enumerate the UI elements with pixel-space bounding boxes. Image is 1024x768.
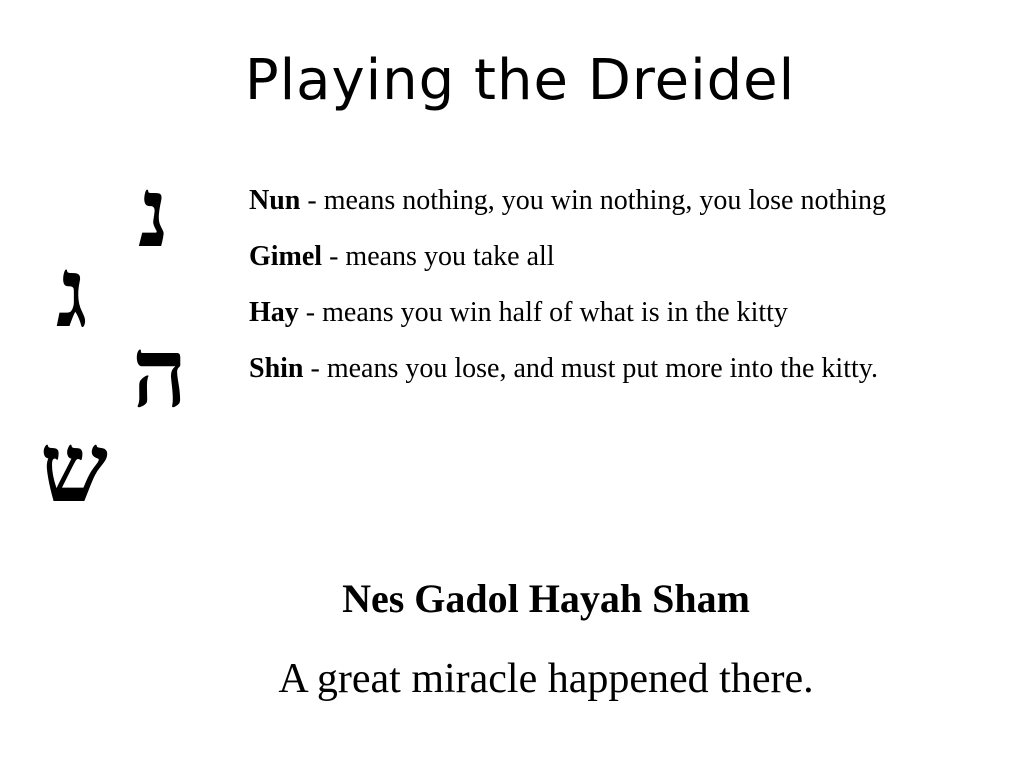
- hebrew-letter-hay: ה: [132, 316, 188, 429]
- definition-nun: [249, 180, 928, 221]
- motto-hebrew-transliteration: Nes Gadol Hayah Sham: [342, 576, 750, 621]
- slide-title: Playing the Dreidel: [244, 48, 796, 113]
- motto-english-translation: A great miracle happened there.: [278, 656, 814, 702]
- definition-hay: [249, 292, 928, 333]
- definition-text: - means you lose, and must put more into the kitty.: [303, 353, 878, 384]
- definition-term: Hay: [249, 297, 299, 328]
- definition-term: Gimel: [249, 241, 323, 272]
- definition-term: Shin: [249, 353, 304, 384]
- definition-text: - means you take all: [322, 241, 555, 272]
- definition-text: - means you win half of what is in the kitty: [298, 297, 788, 328]
- definitions-list: [249, 180, 928, 404]
- hebrew-letter-shin: ש: [40, 411, 108, 524]
- definition-gimel: [249, 236, 928, 277]
- hebrew-letter-gimel: ג: [56, 236, 88, 349]
- definition-shin: [249, 348, 928, 389]
- hebrew-letter-nun: נ: [138, 156, 170, 269]
- definition-text: - means nothing, you win nothing, you lose nothing: [300, 185, 887, 216]
- definition-term: Nun: [249, 185, 301, 216]
